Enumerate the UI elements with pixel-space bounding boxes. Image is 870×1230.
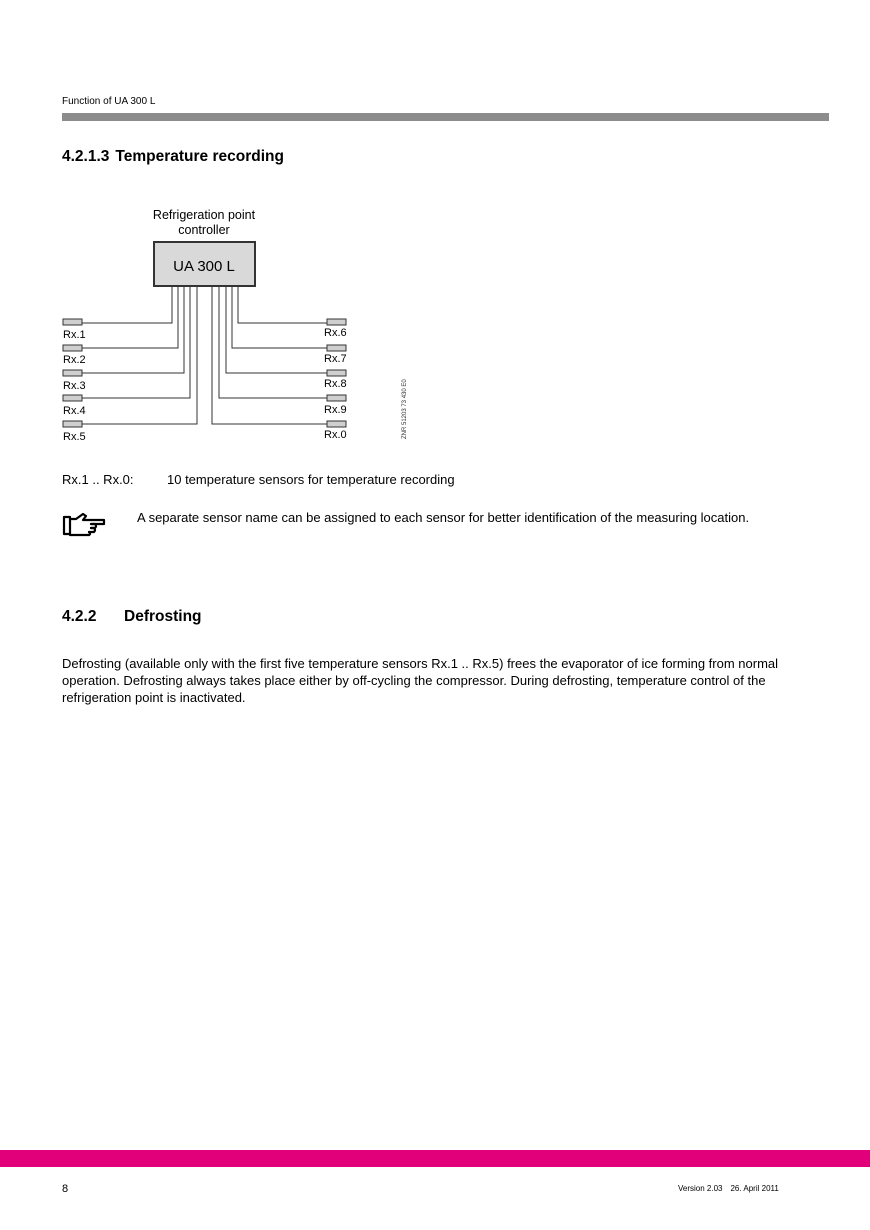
legend <box>62 472 455 487</box>
legend-description: 10 temperature sensors for temperature recording <box>167 472 455 487</box>
wire-rx6 <box>238 286 339 323</box>
section-title: Defrosting <box>124 608 202 625</box>
section-title: Temperature recording <box>115 148 284 165</box>
sensor-label-left: Rx.1 <box>63 329 86 341</box>
wire-rx7 <box>232 286 339 348</box>
sensor-label-right: Rx.0 <box>324 429 347 441</box>
section-heading-defrosting <box>62 608 202 626</box>
version: Version 2.03 <box>678 1184 723 1193</box>
sensor-labels <box>63 327 347 443</box>
sensor-label-right: Rx.8 <box>324 378 347 390</box>
sensor-rx1 <box>63 319 82 325</box>
controller-caption-line1: Refrigeration point <box>152 208 256 222</box>
sensor-rx3 <box>63 370 82 376</box>
sensor-rx2 <box>63 345 82 351</box>
wire-rx0 <box>212 286 339 424</box>
wire-rx2 <box>72 286 178 348</box>
wire-rx8 <box>226 286 339 373</box>
note-text: A separate sensor name can be assigned to each sensor for better identification of the measuring location. <box>137 510 750 525</box>
sensor-rx8 <box>327 370 346 376</box>
sensor-label-right: Rx.6 <box>324 327 347 339</box>
defrosting-paragraph: Defrosting (available only with the first five temperature sensors Rx.1 .. Rx.5) frees the evaporator of ice forming from normal operation. Defrosting always takes place either by off-cycling the compressor. During defrosting, temperature control of the refrigeration point is inactivated. <box>62 656 779 705</box>
legend-key: Rx.1 .. Rx.0: <box>62 472 134 487</box>
page-number: 8 <box>62 1183 69 1195</box>
sensor-label-left: Rx.4 <box>63 405 86 417</box>
header-rule <box>62 113 829 121</box>
sensor-label-right: Rx.9 <box>324 404 347 416</box>
release-date: 26. April 2011 <box>730 1184 779 1193</box>
sensor-label-left: Rx.3 <box>63 380 86 392</box>
wires <box>72 286 339 424</box>
sensor-rx0 <box>327 421 346 427</box>
section-number: 4.2.1.3 <box>62 148 110 165</box>
section-number: 4.2.2 <box>62 608 97 625</box>
sensor-rx7 <box>327 345 346 351</box>
sensor-rx6 <box>327 319 346 325</box>
version-info <box>678 1184 779 1193</box>
sensor-rx4 <box>63 395 82 401</box>
sensor-rx5 <box>63 421 82 427</box>
wire-rx9 <box>219 286 339 398</box>
sensor-label-left: Rx.2 <box>63 354 86 366</box>
section-heading-temperature-recording <box>62 148 284 166</box>
wire-rx3 <box>72 286 184 373</box>
running-header: Function of UA 300 L <box>62 96 156 107</box>
drawing-number: ZNR 51203 73 430 E0 <box>402 379 408 439</box>
sensor-label-left: Rx.5 <box>63 431 86 443</box>
wire-rx1 <box>72 286 172 323</box>
controller-label: UA 300 L <box>173 258 235 275</box>
footer-bar <box>0 1150 870 1167</box>
sensor-rx9 <box>327 395 346 401</box>
controller-caption-line2: controller <box>178 223 230 237</box>
sensor-wiring-diagram <box>56 200 426 455</box>
sensor-label-right: Rx.7 <box>324 353 347 365</box>
pointing-hand-icon <box>62 511 108 537</box>
